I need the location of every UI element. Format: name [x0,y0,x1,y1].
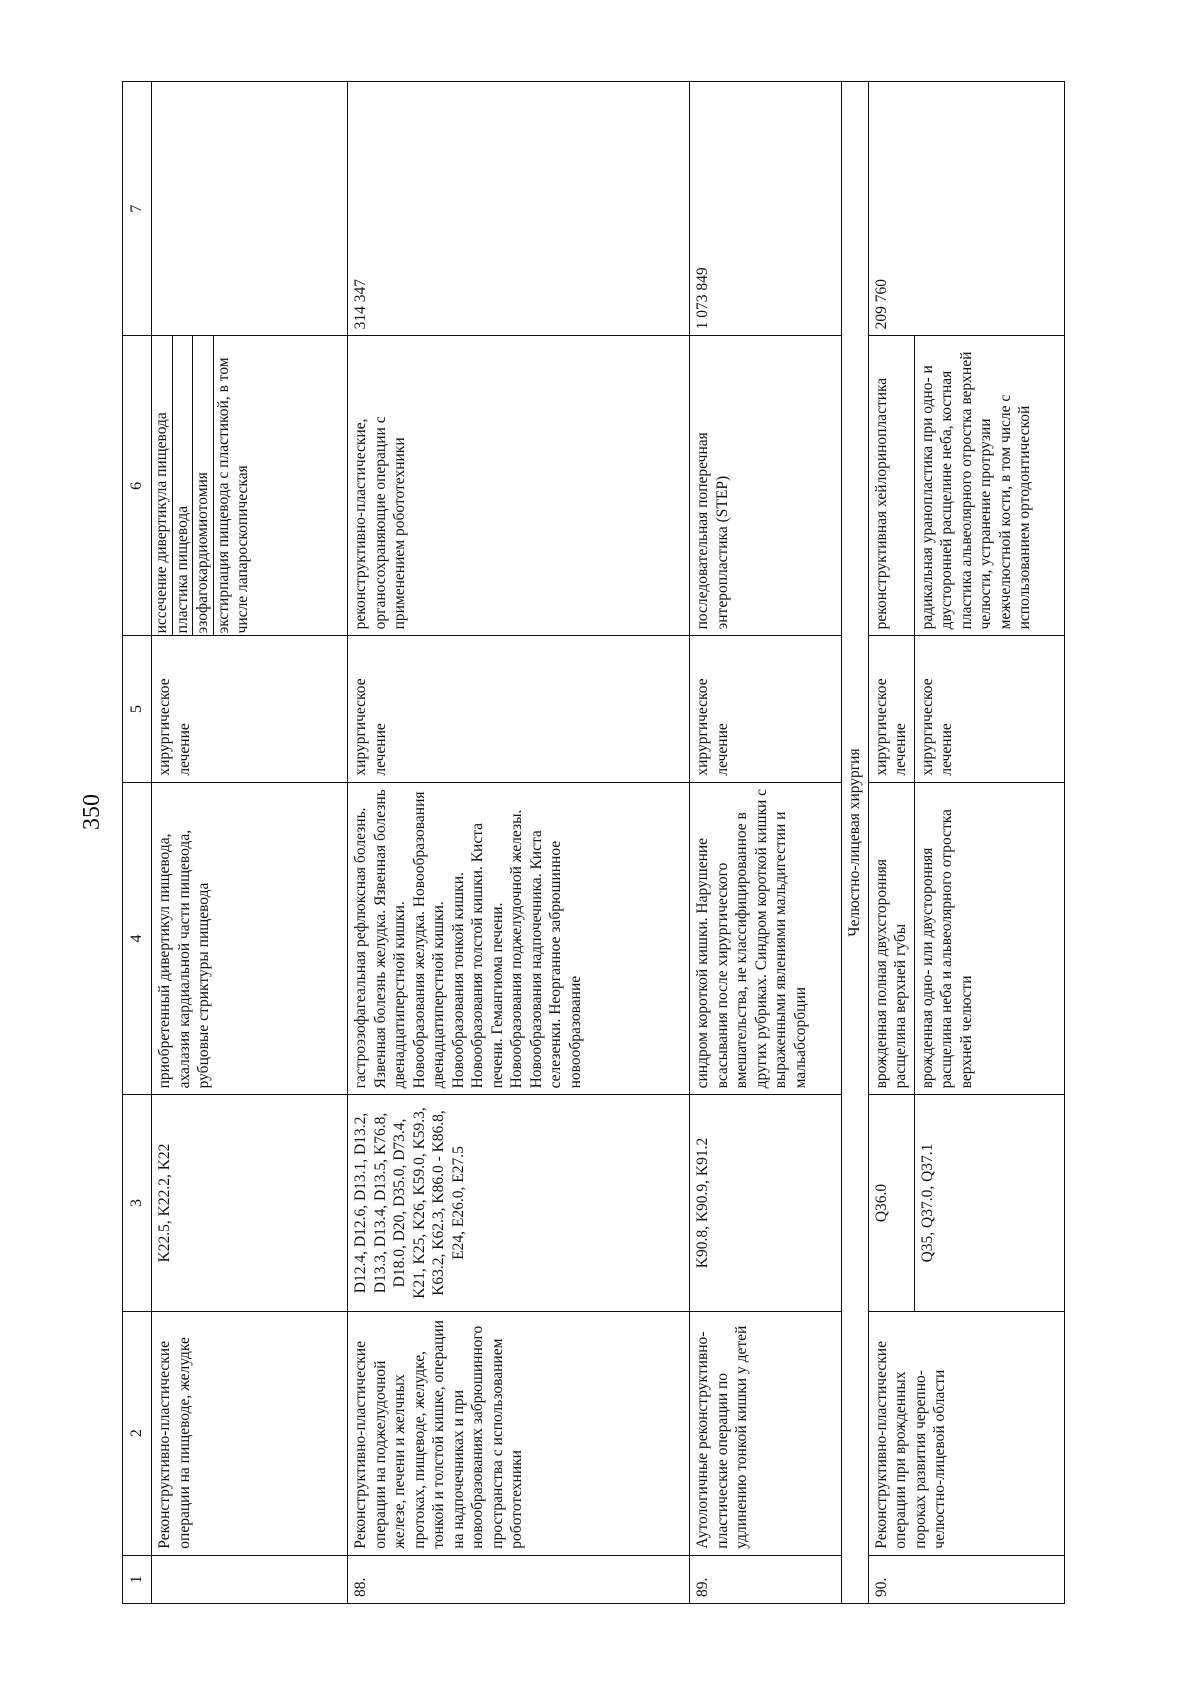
treatment-type-cell: хирургическое лечение [914,636,1064,782]
method-cell: последовательная поперечная энтеропластика (STEP) [690,336,842,636]
treatment-type-cell: хирургическое лечение [152,636,348,782]
diagnosis-cell: синдром короткой кишки. Нарушение всасывания после хирургического вмешательства, не классифицированное в других рубриках. Синдром короткой кишки с выраженными явлениями мальдигестии и мальабсорбции [690,782,842,1095]
icd-codes-cell: D12.4, D12.6, D13.1, D13.2, D13.3, D13.4, D13.5, K76.8, D18.0, D20, D35.0, D73.4, K21, K25, K26, K59.0, K59.3, K63.2, K62.3, K86.0 - K86.8, E24, E26.0, E27.5 [348,1095,690,1311]
row-number-cell: 90. [868,1555,1064,1603]
row-number-cell: 88. [348,1555,690,1603]
procedure-group-cell: Аутологичные реконструктивно-пластические операции по удлинению тонкой кишки у детей [690,1311,842,1555]
diagnosis-cell: гастроэзофагеальная рефлюксная болезнь. Язвенная болезнь желудка. Язвенная болезнь двенадцатиперстной кишки. Новообразования желудка. Новообразования двенадцатиперстной кишки. Новообразования тонкой кишки. Новообразования толстой кишки. Киста печени. Гемангиома печени. Новообразования поджелудочной железы. Новообразования надпочечника. Киста селезенки. Неорганное забрюшинное новообразование [348,782,690,1095]
page-number: 350 [79,794,105,830]
method-item: иссечение дивертикула пищевода [152,336,172,635]
icd-codes-cell: K22.5, K22.2, K22 [152,1095,348,1311]
icd-codes-cell: Q36.0 [868,1095,914,1311]
method-cell: реконструктивно-пластические, органосохраняющие операции с применением робототехники [348,336,690,636]
header-col-5: 5 [123,636,152,782]
header-col-6: 6 [123,336,152,636]
method-cell: радикальная уранопластика при одно- и двусторонней расщелине неба, костная пластика альвеолярного отростка верхней челюсти, устранение протрузии межчелюстной кости, в том числе с использованием ортодонтической [914,336,1064,636]
header-col-2: 2 [123,1311,152,1555]
method-list [152,336,253,635]
treatment-type-cell: хирургическое лечение [690,636,842,782]
header-col-4: 4 [123,782,152,1095]
cost-cell: 314 347 [348,82,690,336]
cost-cell [152,82,348,336]
diagnosis-cell: врожденная одно- или двусторонняя расщелина неба и альвеолярного отростка верхней челюсти [914,782,1064,1095]
rotated-table-sheet [122,81,1084,1604]
treatment-type-cell: хирургическое лечение [348,636,690,782]
table-row-90a [868,82,914,1604]
method-cell [152,336,348,636]
diagnosis-cell: приобретенный дивертикул пищевода, ахалазия кардиальной части пищевода, рубцовые стриктуры пищевода [152,782,348,1095]
table-row-88 [348,82,690,1604]
procedure-group-cell: Реконструктивно-пластические операции на пищеводе, желудке [152,1311,348,1555]
section-title: Челюстно-лицевая хирургия [842,82,869,1604]
header-col-3: 3 [123,1095,152,1311]
treatment-type-cell: хирургическое лечение [868,636,914,782]
method-item: экстирпация пищевода с пластикой, в том числе лапароскопическая [214,357,252,634]
header-col-7: 7 [123,82,152,336]
procedure-group-cell: Реконструктивно-пластические операции при врожденных пороках развития черепно-челюстно-лицевой области [868,1311,1064,1555]
method-item: пластика пищевода [172,336,193,635]
cost-cell: 1 073 849 [690,82,842,336]
icd-codes-cell: K90.8, K90.9, K91.2 [690,1095,842,1311]
procedure-group-cell: Реконструктивно-пластические операции на поджелудочной железе, печени и желчных протоках, пищеводе, желудке, тонкой и толстой кишке, операции на надпочечниках и при новообразованиях забрюшинного пространства с использованием робототехники [348,1311,690,1555]
icd-codes-cell: Q35, Q37.0, Q37.1 [914,1095,1064,1311]
method-cell: реконструктивная хейлоринопластика [868,336,914,636]
table-row-continuation [152,82,348,1604]
header-col-1: 1 [123,1555,152,1603]
section-row [842,82,869,1604]
row-number-cell [152,1555,348,1603]
row-number-cell: 89. [690,1555,842,1603]
method-item: эзофагокардиомиотомия [193,336,214,635]
procedures-table [122,81,1065,1604]
header-row [123,82,152,1604]
cost-cell: 209 760 [868,82,1064,336]
table-row-89 [690,82,842,1604]
diagnosis-cell: врожденная полная двухсторонняя расщелина верхней губы [868,782,914,1095]
